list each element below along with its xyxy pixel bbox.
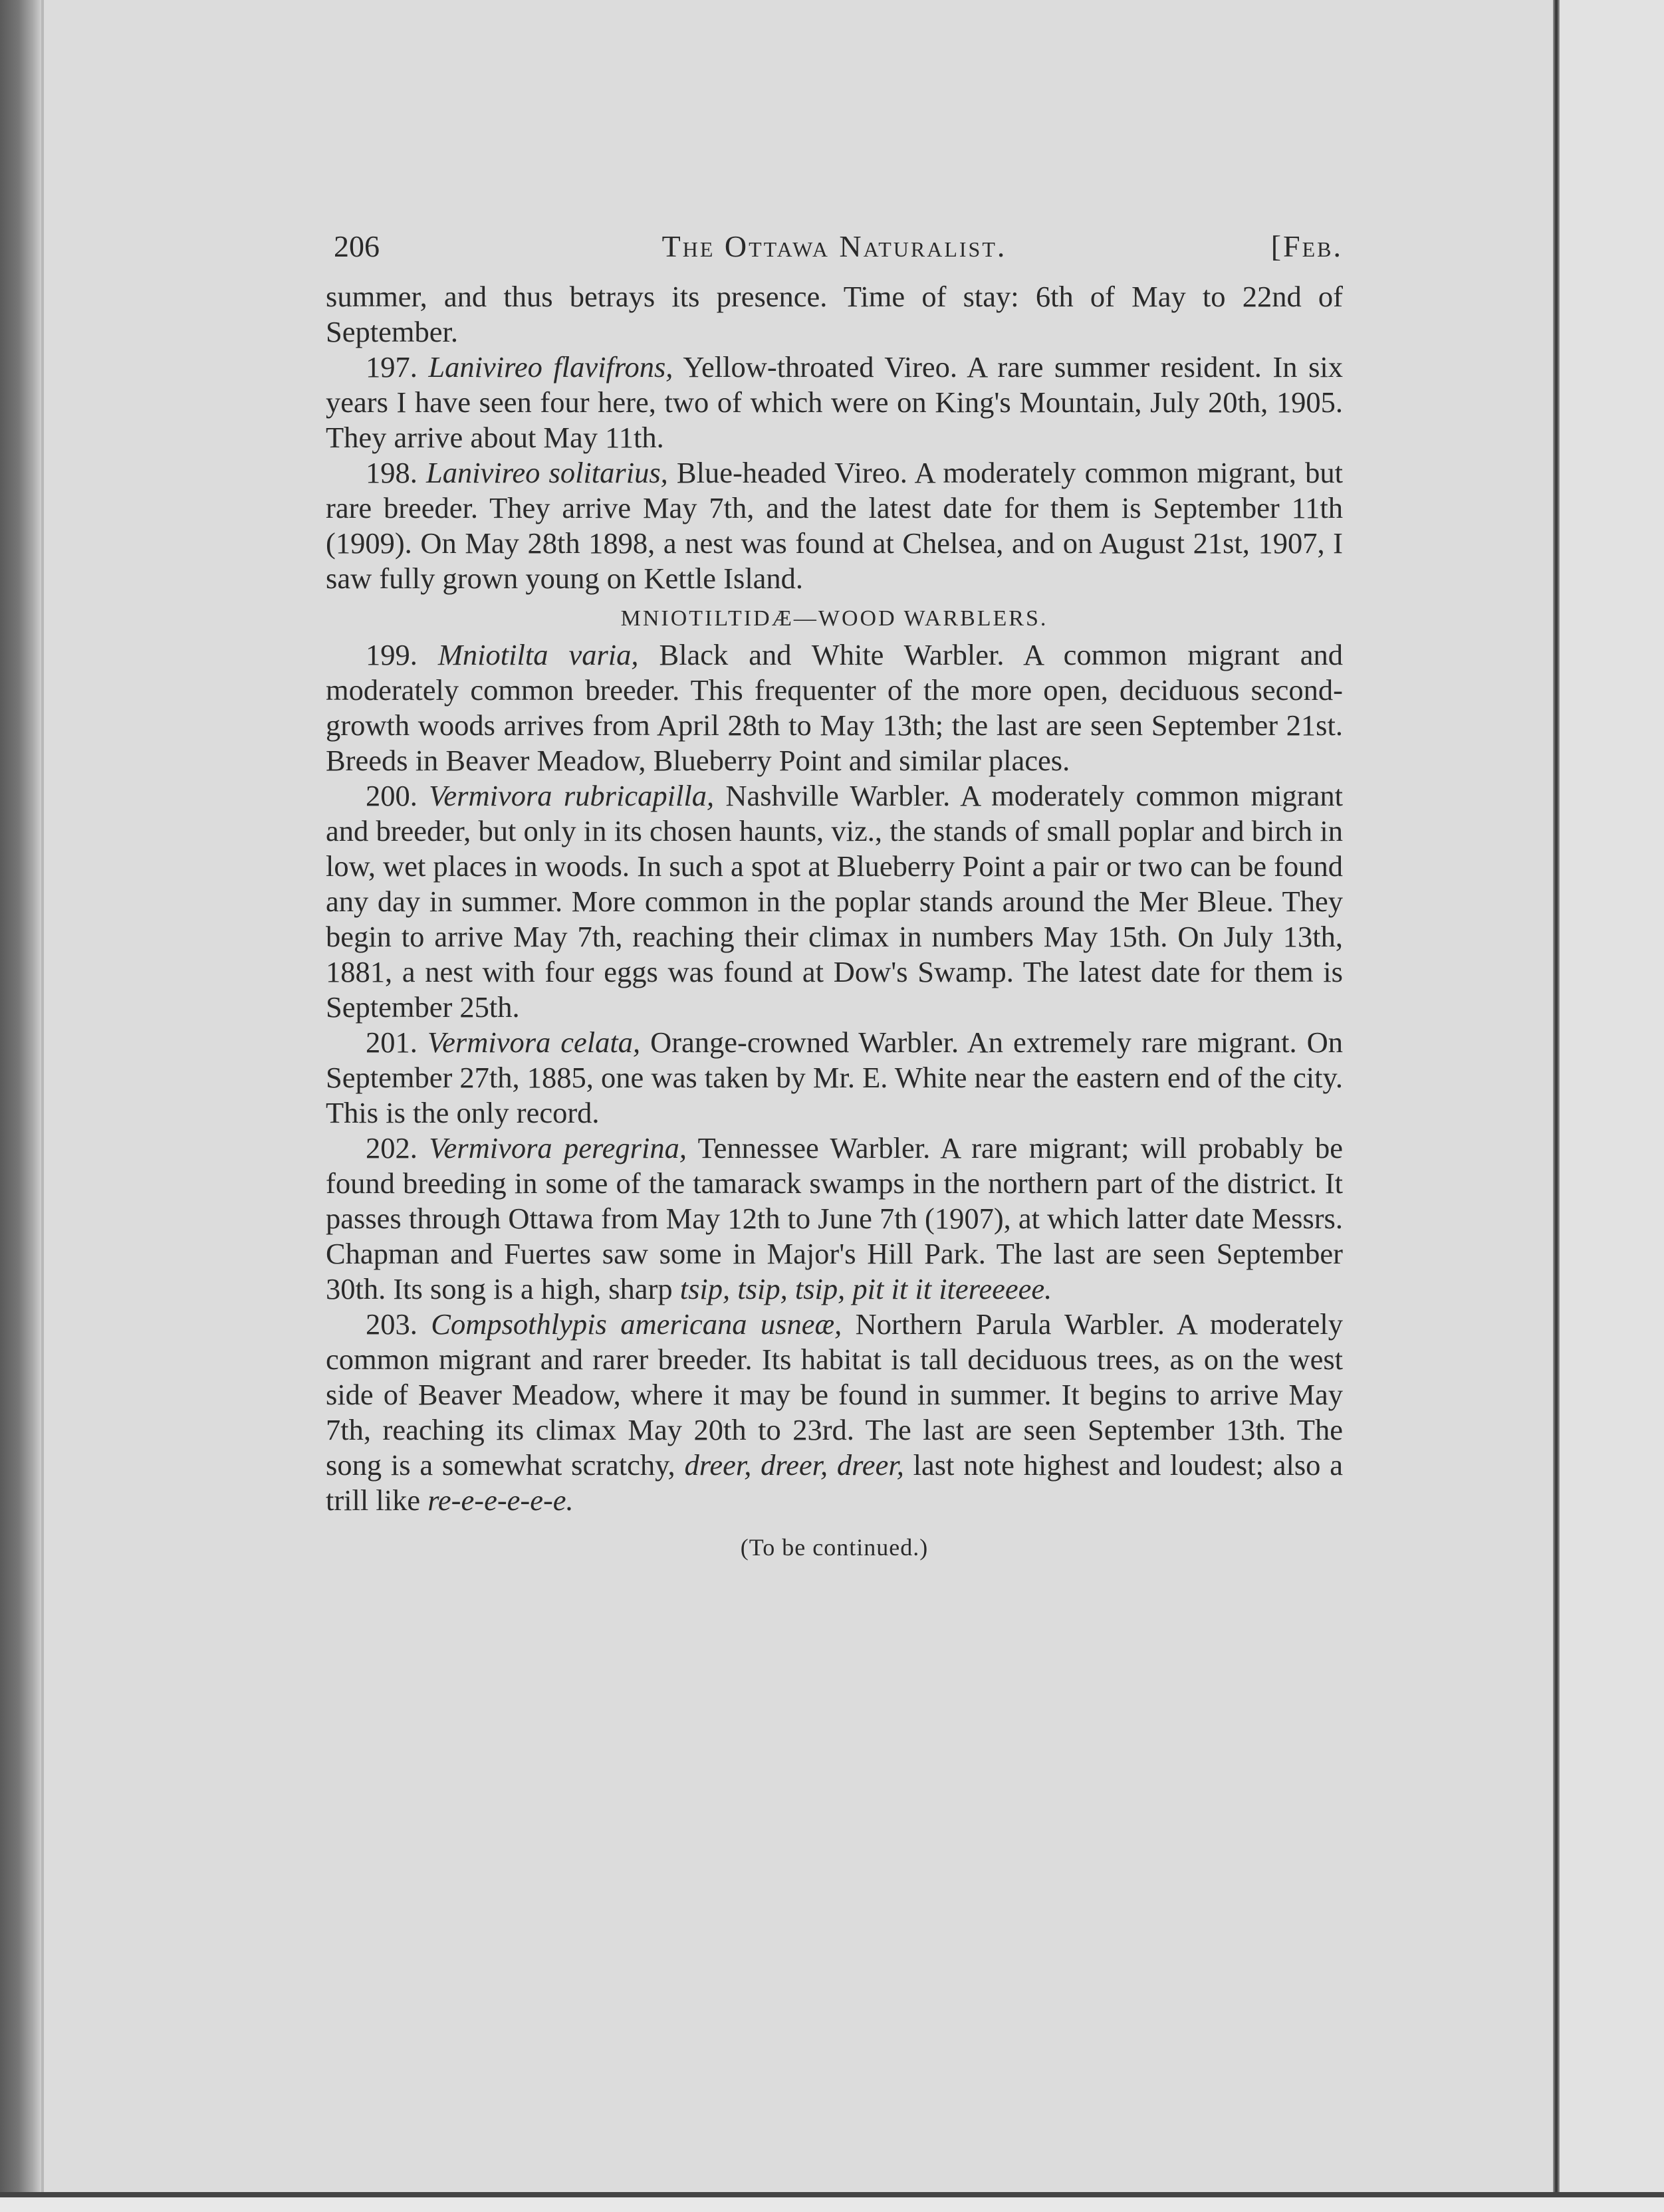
scientific-name: Vermivora celata, (427, 1026, 641, 1059)
scientific-name: Lanivireo solitarius, (426, 456, 668, 489)
scientific-name: Lanivireo flavifrons, (428, 350, 673, 384)
entry-number: 197. (366, 350, 417, 384)
song-transcription: tsip, tsip, tsip, pit it it itereeeee. (679, 1272, 1052, 1305)
entry-number: 202. (366, 1131, 417, 1164)
paragraph-continuation (326, 279, 1343, 350)
scientific-name: Vermivora rubricapilla, (429, 779, 715, 812)
body-text (326, 279, 1343, 1565)
scientific-name: Compsothlypis americana usneæ, (431, 1307, 842, 1341)
species-entry-197 (326, 350, 1343, 455)
trill-transcription: re-e-e-e-e-e. (427, 1484, 574, 1517)
entry-number: 200. (366, 779, 417, 812)
issue-mark: [Feb. (1270, 229, 1343, 263)
species-entry-203 (326, 1307, 1343, 1518)
continued-note: (To be continued.) (740, 1534, 929, 1561)
species-entry-198 (326, 455, 1343, 596)
entry-number: 198. (366, 456, 417, 489)
scan-right-rule (1553, 0, 1560, 2212)
scan-right-margin (1560, 0, 1664, 2212)
entry-number: 201. (366, 1026, 417, 1059)
entry-text: Black and White Warbler. A common migrant and moderately common breeder. This frequenter of the more open, deciduous second-growth woods arrives from April 28th to May 13th; the last are seen September 21st. Breeds in Beaver Meadow, Blueberry Point and similar places. (326, 638, 1343, 777)
entry-number: 199. (366, 638, 417, 671)
paragraph-text: summer, and thus betrays its presence. Time of stay: 6th of May to 22nd of September. (326, 280, 1343, 348)
journal-title: The Ottawa Naturalist. (661, 229, 1007, 263)
scan-left-shadow (0, 0, 41, 2212)
song-transcription: dreer, dreer, dreer, (684, 1448, 904, 1482)
species-entry-199 (326, 637, 1343, 778)
scan-bottom-rule (0, 2192, 1664, 2197)
running-head (326, 219, 1343, 279)
scan-bottom-strip (0, 2197, 1664, 2212)
species-entry-201 (326, 1025, 1343, 1131)
entry-text-after: last note highest and loudest; also a trill like (326, 1448, 1343, 1517)
species-entry-202 (326, 1131, 1343, 1307)
page-number: 206 (334, 229, 380, 263)
scientific-name: Vermivora peregrina, (429, 1131, 687, 1164)
scan-left-edge (41, 0, 44, 2212)
entry-text: Tennessee Warbler. A rare migrant; will probably be found breeding in some of the tamarack swamps in the northern part of the district. It passes through Ottawa from May 12th to June 7th (1907), at which latter date Messrs. Chapman and Fuertes saw some in Major's Hill Park. The last are seen September 30th. Its song is a high, sharp (326, 1131, 1343, 1305)
entry-text: Blue-headed Vireo. A moderately common migrant, but rare breeder. They arrive May 7th, and the latest date for them is September 11th (1909). On May 28th 1898, a nest was found at Chelsea, and on August 21st, 1907, I saw fully grown young on Kettle Island. (326, 456, 1343, 595)
section-heading: MNIOTILTIDÆ—WOOD WARBLERS. (620, 606, 1048, 631)
scientific-name: Mniotilta varia, (437, 638, 639, 671)
page (326, 219, 1343, 1565)
entry-text: Yellow-throated Vireo. A rare summer resident. In six years I have seen four here, two of which were on King's Mountain, July 20th, 1905. They arrive about May 11th. (326, 350, 1344, 454)
entry-number: 203. (366, 1307, 417, 1341)
entry-text: Orange-crowned Warbler. An extremely rare migrant. On September 27th, 1885, one was taken by Mr. E. White near the eastern end of the city. This is the only record. (326, 1026, 1343, 1129)
entry-text: Northern Parula Warbler. A moderately common migrant and rarer breeder. Its habitat is tall deciduous trees, as on the west side of Beaver Meadow, where it may be found in summer. It begins to arrive May 7th, reaching its climax May 20th to 23rd. The last are seen September 13th. The song is a somewhat scratchy, (326, 1307, 1343, 1482)
species-entry-200 (326, 778, 1343, 1025)
entry-text: Nashville Warbler. A moderately common migrant and breeder, but only in its chosen haunts, viz., the stands of small poplar and birch in low, wet places in woods. In such a spot at Blueberry Point a pair or two can be found any day in summer. More common in the poplar stands around the Mer Bleue. They begin to arrive May 7th, reaching their climax in numbers May 15th. On July 13th, 1881, a nest with four eggs was found at Dow's Swamp. The latest date for them is September 25th. (326, 779, 1343, 1024)
